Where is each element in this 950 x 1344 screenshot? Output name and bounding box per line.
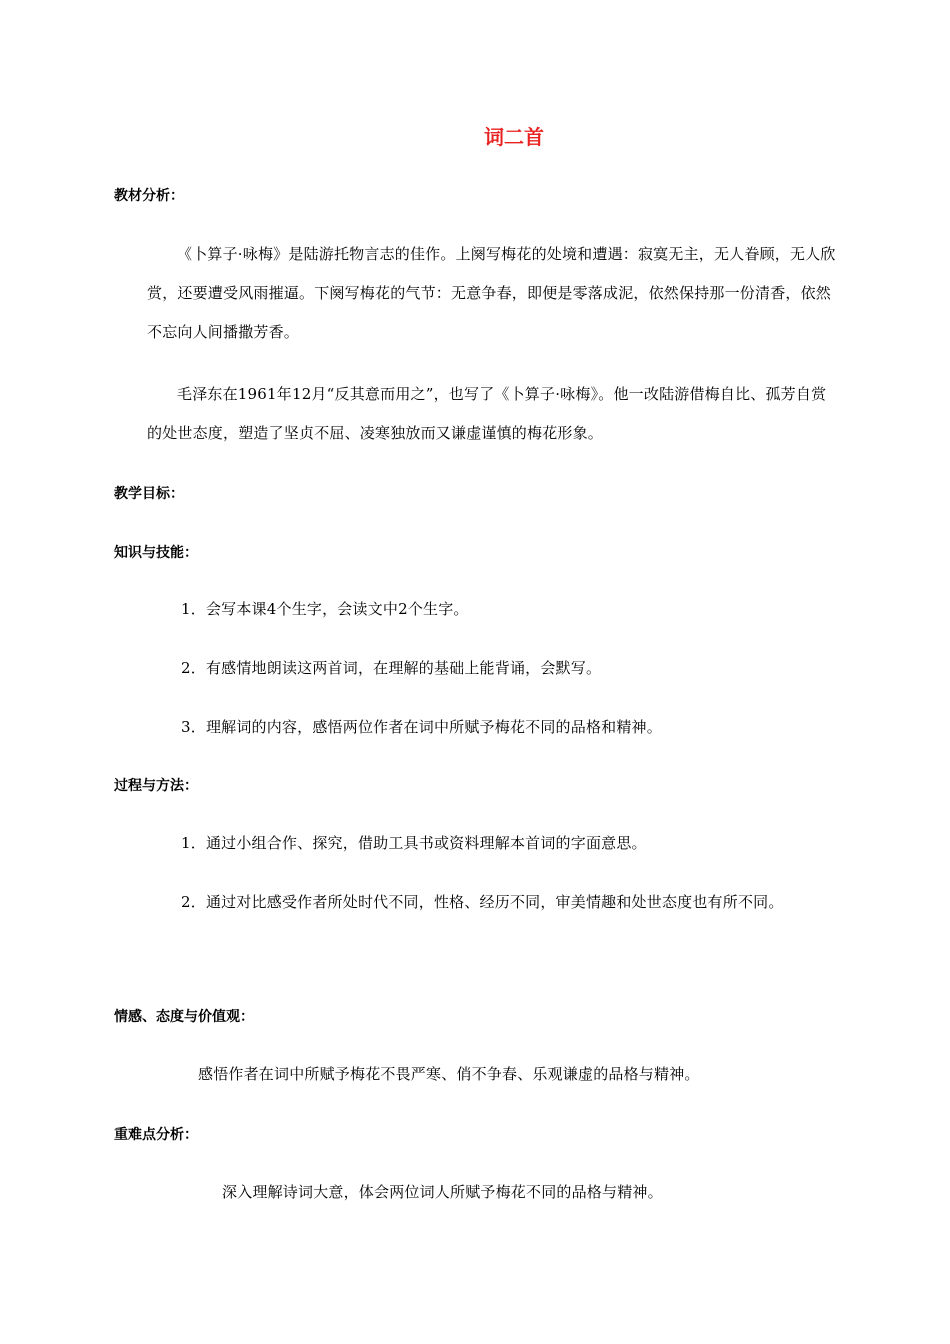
material-paragraph-2: 毛泽东在1961年12月“反其意而用之”，也写了《卜算子·咏梅》。他一改陆游借梅自比、孤芳自赏的处世态度，塑造了坚贞不屈、凌寒独放而又谦虚谨慎的梅花形象。: [147, 385, 827, 442]
heading-key-difficulties: 重难点分析：: [114, 1127, 198, 1143]
heading-material-analysis: 教材分析：: [114, 188, 184, 204]
knowledge-item-2: 2．有感情地朗读这两首词，在理解的基础上能背诵，会默写。: [181, 659, 602, 677]
process-item-2: 2．通过对比感受作者所处时代不同，性格、经历不同，审美情趣和处世态度也有所不同。: [181, 893, 784, 911]
heading-teaching-goals: 教学目标：: [114, 486, 184, 502]
key-difficulties-text: 深入理解诗词大意，体会两位词人所赋予梅花不同的品格与精神。: [222, 1183, 663, 1201]
heading-emotion-values: 情感、态度与价值观：: [114, 1009, 254, 1025]
emotion-values-text: 感悟作者在词中所赋予梅花不畏严寒、俏不争春、乐观谦虚的品格与精神。: [198, 1065, 700, 1083]
knowledge-item-3: 3．理解词的内容，感悟两位作者在词中所赋予梅花不同的品格和精神。: [181, 718, 662, 736]
heading-process-methods: 过程与方法：: [114, 778, 198, 794]
process-item-1: 1．通过小组合作、探究，借助工具书或资料理解本首词的字面意思。: [181, 834, 647, 852]
page-title: 词二首: [484, 125, 544, 149]
material-paragraph-1: 《卜算子·咏梅》是陆游托物言志的佳作。上阕写梅花的处境和遭遇：寂寞无主，无人眷顾，无人欣赏，还要遭受风雨摧逼。下阕写梅花的气节：无意争春，即便是零落成泥，依然保持那一份清香，依然不忘向人间播撒芳香。: [147, 245, 836, 341]
heading-knowledge-skills: 知识与技能：: [114, 545, 198, 561]
knowledge-item-1: 1．会写本课4个生字，会读文中2个生字。: [181, 600, 469, 618]
